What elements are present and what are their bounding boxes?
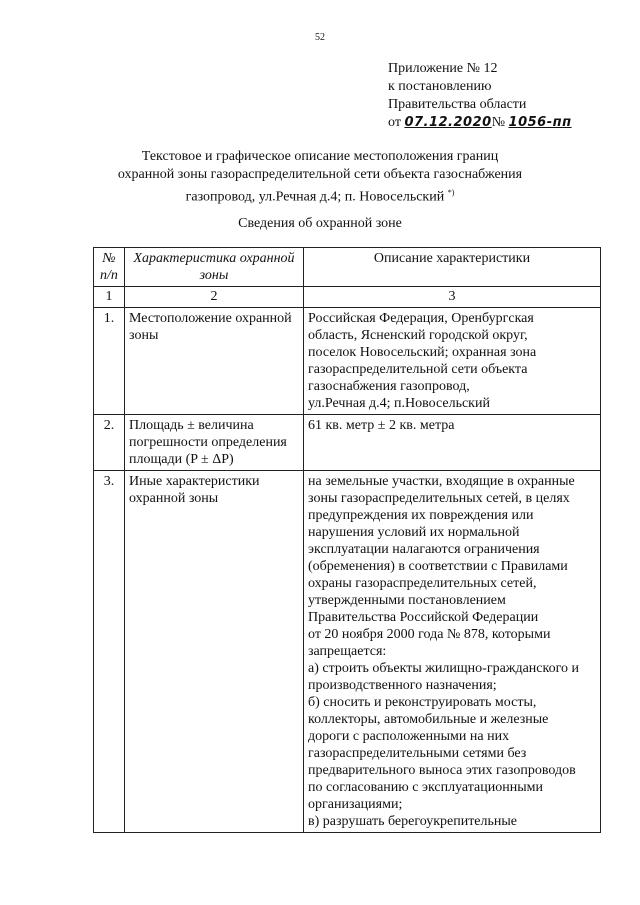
title-line-3 xyxy=(80,184,560,207)
row-number: 1. xyxy=(94,308,125,415)
row-description xyxy=(304,415,601,471)
description-line: а) строить объекты жилищно-гражданского и xyxy=(308,661,579,676)
column-number-row xyxy=(94,287,601,308)
header-characteristic: Характеристика охранной зоны xyxy=(125,248,304,287)
handwritten-number: 1056-пп xyxy=(508,115,572,130)
column-number: 2 xyxy=(125,287,304,308)
description-line: в) разрушать берегоукрепительные xyxy=(308,814,518,829)
description-line: запрещается: xyxy=(308,644,387,659)
description-line: 61 кв. метр ± 2 кв. метра xyxy=(308,418,455,433)
description-line: от 20 ноября 2000 года № 878, которыми xyxy=(308,627,551,642)
description-line: коллекторы, автомобильные и железные xyxy=(308,712,549,727)
description-line: Правительства Российской Федерации xyxy=(308,610,539,625)
document-title xyxy=(80,148,560,207)
appendix-date-line xyxy=(388,114,628,132)
description-line: на земельные участки, входящие в охранные xyxy=(308,474,575,489)
description-line: эксплуатации налагаются ограничения xyxy=(308,542,540,557)
description-line: газораспределительной сети объекта xyxy=(308,362,528,377)
column-number: 1 xyxy=(94,287,125,308)
row-description xyxy=(304,308,601,415)
row-characteristic: Площадь ± величина погрешности определения площади (P ± ΔP) xyxy=(125,415,304,471)
description-line: область, Ясненский городской округ, xyxy=(308,328,528,343)
section-subtitle: Сведения об охранной зоне xyxy=(238,216,402,231)
title-line-3-text: газопровод, ул.Речная д.4; п. Новосельский xyxy=(185,189,445,205)
header-description: Описание характеристики xyxy=(304,248,601,287)
title-line-1: Текстовое и графическое описание местоположения границ xyxy=(141,149,499,164)
row-characteristic: Местоположение охранной зоны xyxy=(125,308,304,415)
row-description xyxy=(304,471,601,833)
description-line: нарушения условий их нормальной xyxy=(308,525,520,540)
appendix-line-3: Правительства области xyxy=(388,97,527,112)
description-line: Российская Федерация, Оренбургская xyxy=(308,311,534,326)
zone-info-table xyxy=(93,247,601,833)
description-line: предварительного выноса этих газопроводов xyxy=(308,763,576,778)
row-number: 3. xyxy=(94,471,125,833)
description-line: поселок Новосельский; охранная зона xyxy=(308,345,537,360)
row-characteristic: Иные характеристики охранной зоны xyxy=(125,471,304,833)
appendix-line-2: к постановлению xyxy=(388,79,492,94)
handwritten-date: 07.12.2020 xyxy=(404,115,492,130)
description-line: дороги с расположенными на них xyxy=(308,729,510,744)
description-line: предупреждения их повреждения или xyxy=(308,508,534,523)
appendix-block xyxy=(388,60,628,132)
number-sign: № xyxy=(491,115,506,130)
description-line: производственного назначения; xyxy=(308,678,497,693)
description-line: по согласованию с эксплуатационными xyxy=(308,780,543,795)
description-line: зоны газораспределительных сетей, в целях xyxy=(308,491,570,506)
description-line: б) сносить и реконструировать мосты, xyxy=(308,695,537,710)
description-line: ул.Речная д.4; п.Новосельский xyxy=(308,396,490,411)
table-row xyxy=(94,471,601,833)
description-line: газоснабжения газопровод, xyxy=(308,379,470,394)
header-num: № п/п xyxy=(94,248,125,287)
appendix-line-1: Приложение № 12 xyxy=(388,61,498,76)
table-row xyxy=(94,308,601,415)
table-header-row xyxy=(94,248,601,287)
column-number: 3 xyxy=(304,287,601,308)
footnote-mark: *) xyxy=(447,188,455,197)
page-number: 52 xyxy=(315,32,325,43)
description-line: охраны газораспределительных сетей, xyxy=(308,576,537,591)
description-line: утвержденными постановлением xyxy=(308,593,506,608)
description-line: (обременения) в соответствии с Правилами xyxy=(308,559,568,574)
row-number: 2. xyxy=(94,415,125,471)
description-line: газораспределительными сетями без xyxy=(308,746,527,761)
title-line-2: охранной зоны газораспределительной сети объекта газоснабжения xyxy=(117,167,523,182)
table-row xyxy=(94,415,601,471)
description-line: организациями; xyxy=(308,797,403,812)
date-prefix: от xyxy=(388,115,401,130)
